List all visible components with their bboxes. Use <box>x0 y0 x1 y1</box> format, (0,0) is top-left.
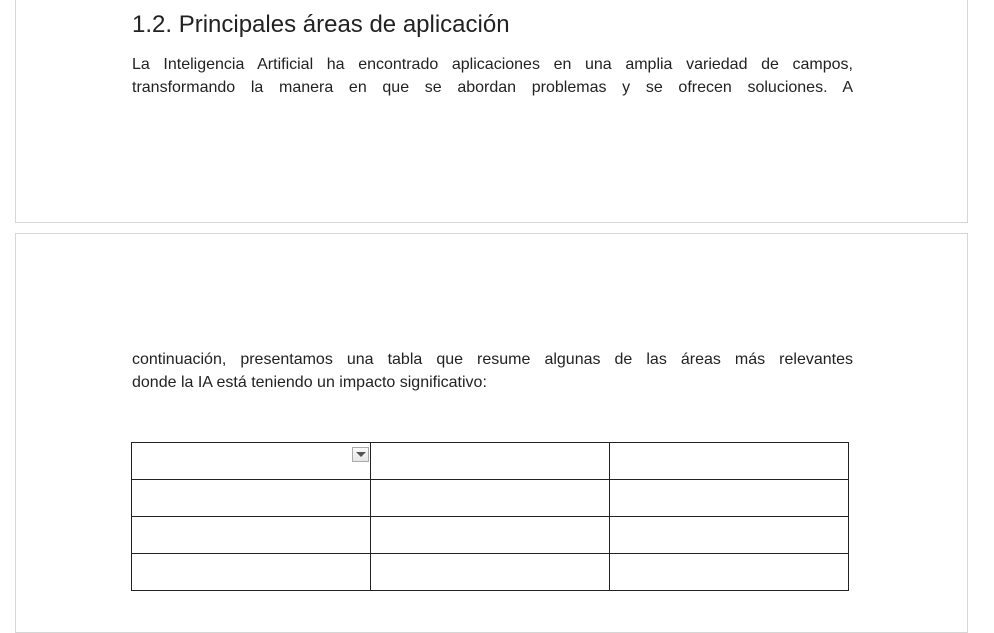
paragraph-continuation-line-2: donde la IA está teniendo un impacto significativo: <box>132 374 487 391</box>
document-page-2 <box>15 233 968 633</box>
table-cell-r2-c2[interactable] <box>371 480 610 517</box>
paragraph-intro[interactable]: La Inteligencia Artificial ha encontrado aplicaciones en una amplia variedad de campos, transformando la manera en que se abordan problemas y se ofrecen soluciones. A <box>132 56 853 96</box>
areas-table-wrapper <box>131 442 849 591</box>
table-row <box>132 443 849 480</box>
table-row <box>132 554 849 591</box>
paragraph-continuation-line-1: continuación, presentamos una tabla que resume algunas de las áreas más relevantes <box>132 351 853 368</box>
table-cell-r4-c1[interactable] <box>132 554 371 591</box>
table-cell-r4-c2[interactable] <box>371 554 610 591</box>
areas-table <box>131 442 849 591</box>
table-cell-r3-c2[interactable] <box>371 517 610 554</box>
table-row <box>132 480 849 517</box>
table-cell-r3-c3[interactable] <box>610 517 849 554</box>
section-heading[interactable]: 1.2. Principales áreas de aplicación <box>132 11 510 38</box>
table-cell-r2-c3[interactable] <box>610 480 849 517</box>
table-cell-r4-c3[interactable] <box>610 554 849 591</box>
document-page-1 <box>15 0 968 223</box>
table-cell-r3-c1[interactable] <box>132 517 371 554</box>
chevron-down-icon[interactable] <box>352 447 369 462</box>
table-cell-r1-c2[interactable] <box>371 443 610 480</box>
table-cell-r1-c3[interactable] <box>610 443 849 480</box>
table-cell-r1-c1[interactable] <box>132 443 371 480</box>
table-cell-r2-c1[interactable] <box>132 480 371 517</box>
table-row <box>132 517 849 554</box>
paragraph-continuation[interactable] <box>132 348 853 394</box>
